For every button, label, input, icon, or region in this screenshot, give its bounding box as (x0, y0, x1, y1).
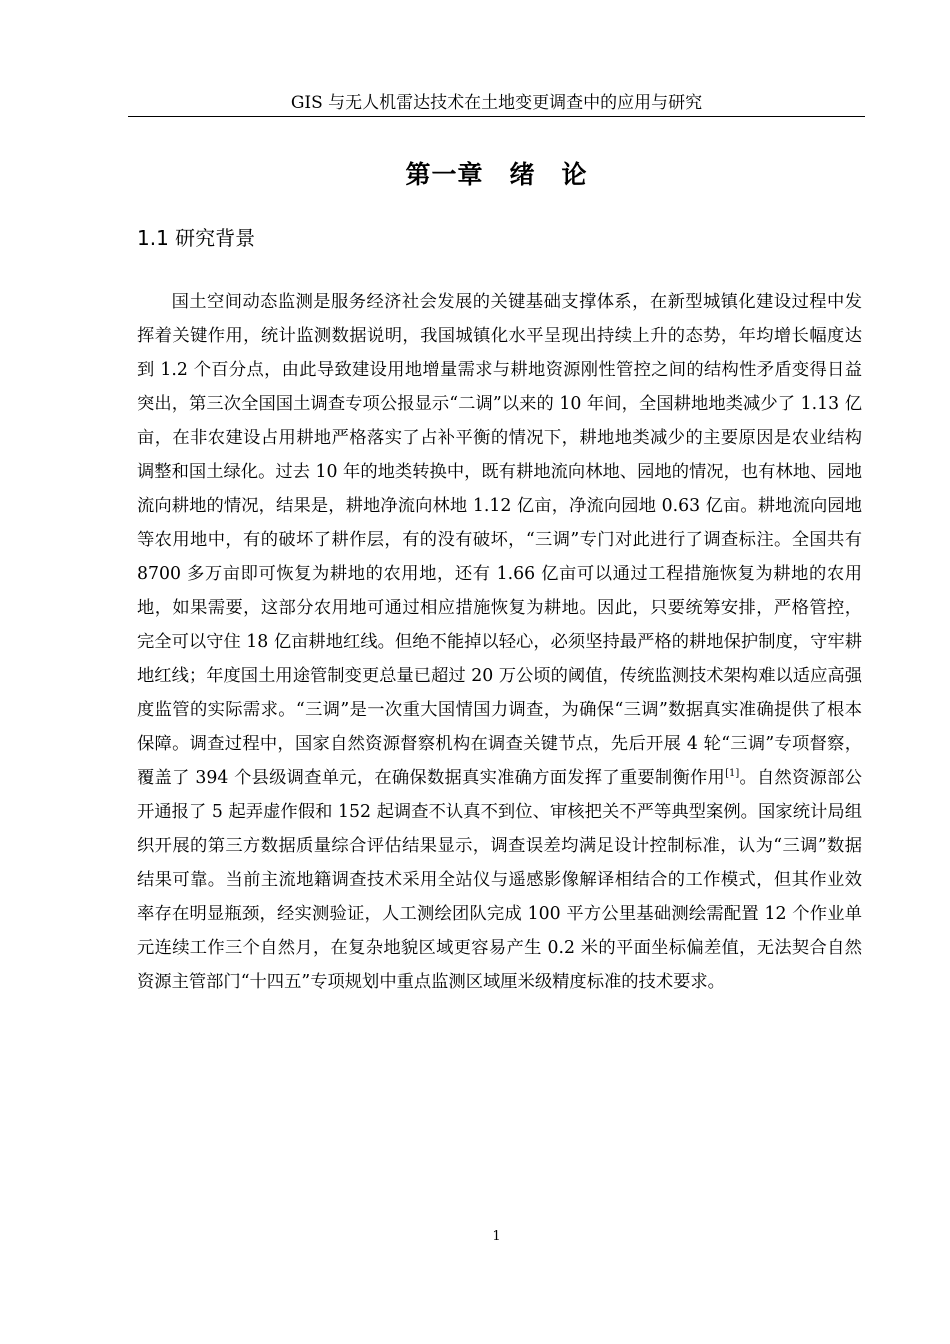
body-text-part-2: 。自然资源部公开通报了 5 起弄虚作假和 152 起调查不认真不到位、审核把关不严等典型案例。国家统计局组织开展的第三方数据质量综合评估结果显示，调查误差均满足设计控制标准，认为“三调”数据结果可靠。当前主流地籍调查技术采用全站仪与遥感影像解译相结合的工作模式，但其作业效率存在明显瓶颈，经实测验证，人工测绘团队完成 100 平方公里基础测绘需配置 12 个作业单元连续工作三个自然月，在复杂地貌区域更容易产生 0.2 米的平面坐标偏差值，无法契合自然资源主管部门“十四五”专项规划中重点监测区域厘米级精度标准的技术要求。 (137, 768, 862, 992)
citation-reference[interactable]: [1] (725, 768, 740, 780)
chapter-title: 第一章 绪 论 (405, 160, 588, 189)
body-paragraph (137, 285, 862, 999)
section-title: 1.1 研究背景 (137, 226, 256, 250)
body-text-part-1: 国土空间动态监测是服务经济社会发展的关键基础支撑体系，在新型城镇化建设过程中发挥着关键作用，统计监测数据说明，我国城镇化水平呈现出持续上升的态势，年均增长幅度达到 1.2 个百分点，由此导致建设用地增量需求与耕地资源刚性管控之间的结构性矛盾变得日益突出，第三次全国国土调查专项公报显示“二调”以来的 10 年间，全国耕地地类减少了 1.13 亿亩，在非农建设占用耕地严格落实了占补平衡的情况下，耕地地类减少的主要原因是农业结构调整和国土绿化。过去 10 年的地类转换中，既有耕地流向林地、园地的情况，也有林地、园地流向耕地的情况，结果是，耕地净流向林地 1.12 亿亩，净流向园地 0.63 亿亩。耕地流向园地等农用地中，有的破坏了耕作层，有的没有破坏，“三调”专门对此进行了调查标注。全国共有 8700 多万亩即可恢复为耕地的农用地，还有 1.66 亿亩可以通过工程措施恢复为耕地的农用地，如果需要，这部分农用地可通过相应措施恢复为耕地。因此，只要统筹安排，严格管控，完全可以守住 18 亿亩耕地红线。但绝不能掉以轻心，必须坚持最严格的耕地保护制度，守牢耕地红线；年度国土用途管制变更总量已超过 20 万公顷的阈值，传统监测技术架构难以适应高强度监管的实际需求。“三调”是一次重大国情国力调查，为确保“三调”数据真实准确提供了根本保障。调查过程中，国家自然资源督察机构在调查关键节点，先后开展 4 轮“三调”专项督察，覆盖了 394 个县级调查单元，在确保数据真实准确方面发挥了重要制衡作用 (137, 292, 862, 788)
page-number: 1 (492, 1229, 501, 1244)
running-header: GIS 与无人机雷达技术在土地变更调查中的应用与研究 (290, 93, 703, 113)
header-divider (128, 116, 865, 117)
